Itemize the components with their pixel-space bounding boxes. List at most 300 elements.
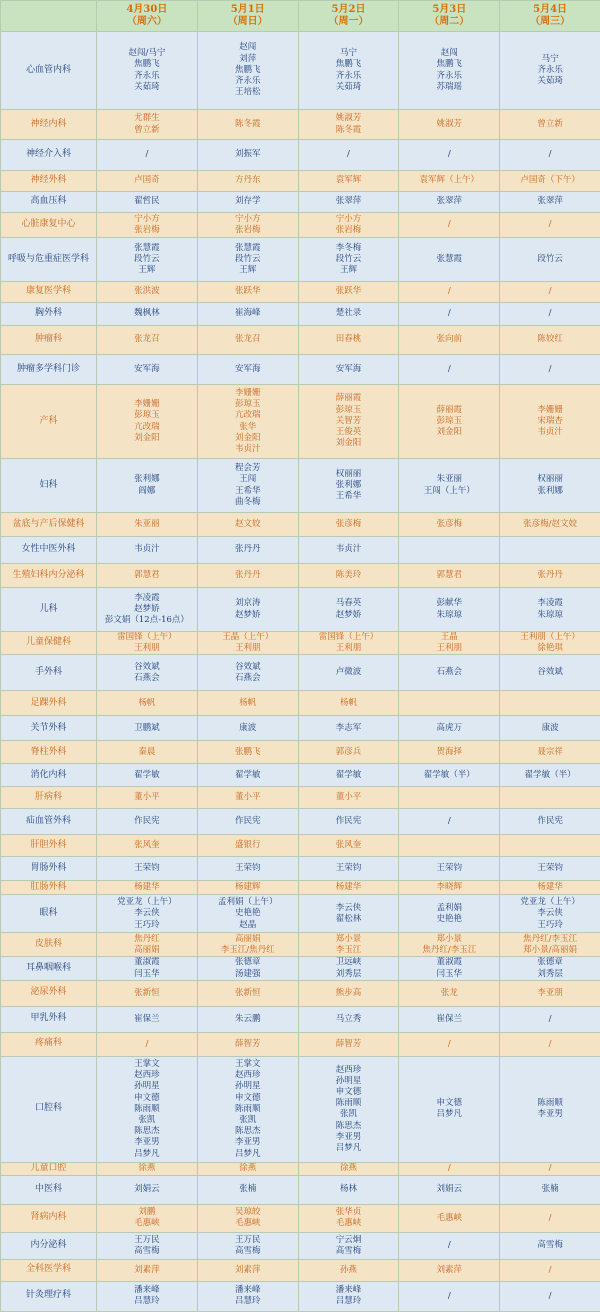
doctor-cell: 方丹东 — [197, 171, 298, 192]
doctor-cell: 申文德 吕梦凡 — [399, 1056, 500, 1162]
doctor-cell: 崔保兰 — [97, 1006, 198, 1032]
department-name: 消化内科 — [1, 764, 97, 787]
doctor-cell: 杨建华 — [500, 881, 600, 895]
department-row — [1, 459, 600, 513]
doctor-cell: 谷效斌 石燕会 — [97, 655, 198, 691]
department-row — [1, 564, 600, 588]
doctor-cell — [500, 691, 600, 716]
doctor-cell: / — [399, 1281, 500, 1311]
department-row — [1, 110, 600, 140]
doctor-cell: / — [399, 140, 500, 171]
doctor-cell: 张向前 — [399, 326, 500, 355]
department-row — [1, 171, 600, 192]
department-name: 脊柱外科 — [1, 741, 97, 764]
department-row — [1, 326, 600, 355]
department-row — [1, 716, 600, 741]
department-name: 甲乳外科 — [1, 1006, 97, 1032]
doctor-cell: 张翠萍 — [500, 192, 600, 213]
doctor-cell: 张风奎 — [298, 835, 399, 857]
doctor-cell: 王晶 王利朋 — [399, 632, 500, 655]
doctor-cell: / — [399, 303, 500, 326]
doctor-cell: 杨帆 — [298, 691, 399, 716]
department-row — [1, 192, 600, 213]
doctor-cell — [500, 537, 600, 564]
doctor-cell: 潘来峰 吕慧玲 — [298, 1281, 399, 1311]
department-row — [1, 282, 600, 303]
department-row — [1, 881, 600, 895]
department-name: 神经内科 — [1, 110, 97, 140]
doctor-cell: 张翠萍 — [298, 192, 399, 213]
department-name: 女性中医外科 — [1, 537, 97, 564]
doctor-cell: 陈美玲 — [298, 564, 399, 588]
doctor-cell: 张跃华 — [298, 282, 399, 303]
doctor-cell: 王万民 高雪梅 — [97, 1232, 198, 1259]
doctor-cell: / — [500, 140, 600, 171]
doctor-cell: 崔保兰 — [399, 1006, 500, 1032]
doctor-cell: 董淑霞 闫玉华 — [97, 957, 198, 980]
doctor-cell: 翟学敏 — [298, 764, 399, 787]
doctor-cell: 李凌霞 赵梦娇 彭文娟（12点-16点） — [97, 588, 198, 632]
doctor-cell: 孟利娟 史艳艳 — [399, 895, 500, 933]
department-row — [1, 835, 600, 857]
department-name: 中医科 — [1, 1175, 97, 1204]
doctor-cell: 刘娟云 — [399, 1175, 500, 1204]
doctor-cell: 作民宪 — [298, 809, 399, 835]
doctor-cell: 王掌文 赵西珍 孙明星 申文德 陈雨顺 张凯 陈思杰 李亚男 吕梦凡 — [97, 1056, 198, 1162]
doctor-cell: / — [399, 213, 500, 238]
header-date: 5月1日 — [198, 4, 298, 17]
header-date: 5月3日 — [399, 4, 499, 17]
doctor-cell: 杨建华 — [298, 881, 399, 895]
doctor-cell: 赵闯 刘萍 焦鹏飞 齐永乐 王培松 — [197, 32, 298, 110]
doctor-cell: 杨帆 — [97, 691, 198, 716]
doctor-cell: 李姗姗 宋瑞杏 韦贞汁 — [500, 385, 600, 459]
department-row — [1, 1204, 600, 1232]
doctor-cell — [399, 835, 500, 857]
department-name: 呼吸与危重症医学科 — [1, 238, 97, 282]
doctor-cell: 权丽丽 张利娜 — [500, 459, 600, 513]
doctor-cell — [500, 835, 600, 857]
doctor-cell: / — [298, 140, 399, 171]
header-date-cell — [197, 1, 298, 32]
department-name: 儿童口腔 — [1, 1162, 97, 1175]
department-name: 针灸理疗科 — [1, 1281, 97, 1311]
header-date-cell — [500, 1, 600, 32]
header-weekday: （周一） — [299, 16, 399, 29]
doctor-cell: 薛丽霞 彭琼玉 刘金阳 — [399, 385, 500, 459]
department-name: 肿瘤多学科门诊 — [1, 355, 97, 385]
department-name: 神经外科 — [1, 171, 97, 192]
doctor-cell: 张慧霞 段竹云 王辉 — [197, 238, 298, 282]
department-row — [1, 655, 600, 691]
doctor-cell: 毛惠峡 — [399, 1204, 500, 1232]
department-name: 耳鼻咽喉科 — [1, 957, 97, 980]
doctor-cell: 康波 — [197, 716, 298, 741]
doctor-cell: 刘素萍 — [197, 1259, 298, 1281]
department-row — [1, 513, 600, 537]
department-row — [1, 32, 600, 110]
doctor-cell: 郑小景 李玉江 — [298, 933, 399, 957]
department-name: 妇科 — [1, 459, 97, 513]
doctor-cell: 姚淑芳 陈冬霞 — [298, 110, 399, 140]
doctor-cell: / — [399, 1232, 500, 1259]
doctor-cell: 袁军辉（上午） — [399, 171, 500, 192]
doctor-cell: 谷效斌 石燕会 — [197, 655, 298, 691]
doctor-cell: / — [399, 1162, 500, 1175]
doctor-cell: / — [500, 1259, 600, 1281]
doctor-cell: 王荣钧 — [298, 857, 399, 881]
doctor-cell: 张新恒 — [97, 980, 198, 1006]
department-name: 生殖妇科内分泌科 — [1, 564, 97, 588]
doctor-cell: 杨林 — [298, 1175, 399, 1204]
doctor-cell: 董小平 — [197, 787, 298, 809]
department-name: 儿童保健科 — [1, 632, 97, 655]
doctor-cell: 张彦梅 — [399, 513, 500, 537]
doctor-cell: 盛银行 — [197, 835, 298, 857]
header-weekday: （周二） — [399, 16, 499, 29]
doctor-cell: 李志军 — [298, 716, 399, 741]
doctor-cell: / — [500, 213, 600, 238]
doctor-cell: / — [399, 355, 500, 385]
doctor-cell: / — [97, 1032, 198, 1056]
doctor-cell: 郑小景 焦丹红/李玉江 — [399, 933, 500, 957]
doctor-cell — [500, 787, 600, 809]
doctor-cell: 王荣钧 — [197, 857, 298, 881]
doctor-cell: 作民宪 — [500, 809, 600, 835]
department-row — [1, 809, 600, 835]
doctor-cell: 王掌文 赵西珍 孙明星 申文德 陈雨顺 张凯 陈思杰 李亚男 吕梦凡 — [197, 1056, 298, 1162]
doctor-cell: 谷效斌 — [500, 655, 600, 691]
doctor-cell: / — [399, 1032, 500, 1056]
doctor-cell: 焦丹红 高丽娟 — [97, 933, 198, 957]
doctor-cell: 李云侠 翟松林 — [298, 895, 399, 933]
doctor-cell: 安军海 — [197, 355, 298, 385]
schedule-body — [1, 32, 600, 1312]
doctor-cell: 张德章 汤建强 — [197, 957, 298, 980]
doctor-cell: 潘来峰 吕慧玲 — [97, 1281, 198, 1311]
doctor-cell: / — [500, 282, 600, 303]
doctor-cell: 赵西珍 孙明星 申文德 陈雨顺 张凯 陈思杰 李亚男 吕梦凡 — [298, 1056, 399, 1162]
department-row — [1, 1056, 600, 1162]
header-weekday: （周三） — [500, 16, 600, 29]
doctor-cell: 石燕会 — [399, 655, 500, 691]
doctor-cell: 崔海峰 — [197, 303, 298, 326]
department-name: 胸外科 — [1, 303, 97, 326]
doctor-cell: 雷国锋（上午） 王利朋 — [97, 632, 198, 655]
doctor-cell: 陈冬霞 — [197, 110, 298, 140]
doctor-cell: 聂宗祥 — [500, 741, 600, 764]
doctor-cell: 宁云炯 高雪梅 — [298, 1232, 399, 1259]
doctor-cell: 王万民 高雪梅 — [197, 1232, 298, 1259]
doctor-cell: 张华贞 毛惠峡 — [298, 1204, 399, 1232]
doctor-cell: 董小平 — [298, 787, 399, 809]
doctor-cell: 韦贞汁 — [97, 537, 198, 564]
doctor-cell: 孟利娟（上午） 史艳艳 赵晶 — [197, 895, 298, 933]
doctor-cell: 翟哲民 — [97, 192, 198, 213]
department-row — [1, 1032, 600, 1056]
doctor-cell: 张风奎 — [97, 835, 198, 857]
doctor-cell: 翟学敏 — [197, 764, 298, 787]
department-name: 泌尿外科 — [1, 980, 97, 1006]
department-row — [1, 238, 600, 282]
department-row — [1, 588, 600, 632]
doctor-cell: 张丹丹 — [197, 537, 298, 564]
department-name: 肛肠外科 — [1, 881, 97, 895]
department-row — [1, 1259, 600, 1281]
doctor-cell: 徐燕 — [197, 1162, 298, 1175]
department-row — [1, 385, 600, 459]
doctor-cell: 徐燕 — [97, 1162, 198, 1175]
header-weekday: （周日） — [198, 16, 298, 29]
doctor-cell: 姚淑芳 — [399, 110, 500, 140]
doctor-cell: / — [399, 809, 500, 835]
doctor-cell: 朱云鹏 — [197, 1006, 298, 1032]
doctor-cell: 高虎万 — [399, 716, 500, 741]
department-name: 全科医学科 — [1, 1259, 97, 1281]
department-row — [1, 1232, 600, 1259]
doctor-cell: 雷国锋（上午） 王利朋 — [298, 632, 399, 655]
doctor-cell: 张利娜 阎娜 — [97, 459, 198, 513]
doctor-cell: 李晓辉 — [399, 881, 500, 895]
doctor-cell: 马立秀 — [298, 1006, 399, 1032]
doctor-cell: 秦晨 — [97, 741, 198, 764]
doctor-cell: 刘京涛 赵梦娇 — [197, 588, 298, 632]
doctor-cell: 曾立新 — [500, 110, 600, 140]
doctor-cell: 陈姣红 — [500, 326, 600, 355]
doctor-cell: 张丹丹 — [500, 564, 600, 588]
doctor-cell: 卫鹏斌 — [97, 716, 198, 741]
department-name: 足踝外科 — [1, 691, 97, 716]
doctor-cell: 杨建华 — [97, 881, 198, 895]
doctor-cell: 高雪梅 — [500, 1232, 600, 1259]
header-row — [1, 1, 600, 32]
doctor-cell: 张跃华 — [197, 282, 298, 303]
department-row — [1, 764, 600, 787]
doctor-cell: / — [500, 1006, 600, 1032]
doctor-cell: 孙燕 — [298, 1259, 399, 1281]
doctor-cell: 焦丹红/李玉江 郑小景/高丽娟 — [500, 933, 600, 957]
doctor-cell: 马宁 焦鹏飞 齐永乐 关茹琦 — [298, 32, 399, 110]
header-date-cell — [298, 1, 399, 32]
doctor-cell: / — [500, 1281, 600, 1311]
department-name: 肝胆外科 — [1, 835, 97, 857]
doctor-cell: 郭彦兵 — [298, 741, 399, 764]
doctor-cell: 翟学敏（半） — [399, 764, 500, 787]
department-row — [1, 303, 600, 326]
doctor-cell: 贺海择 — [399, 741, 500, 764]
doctor-cell: 吴琼皎 毛惠峡 — [197, 1204, 298, 1232]
department-name: 儿科 — [1, 588, 97, 632]
department-row — [1, 632, 600, 655]
department-name: 神经介入科 — [1, 140, 97, 171]
department-name: 疝血管外科 — [1, 809, 97, 835]
header-date: 4月30日 — [97, 4, 197, 17]
doctor-cell: 王荣钧 — [97, 857, 198, 881]
doctor-cell: 李亚朋 — [500, 980, 600, 1006]
department-row — [1, 980, 600, 1006]
doctor-cell: 卢国奇 — [97, 171, 198, 192]
doctor-cell: / — [500, 303, 600, 326]
department-row — [1, 140, 600, 171]
doctor-cell: 李冬梅 段竹云 王辉 — [298, 238, 399, 282]
doctor-cell: 刘存学 — [197, 192, 298, 213]
doctor-cell: 翟学敏 — [97, 764, 198, 787]
department-name: 肝病科 — [1, 787, 97, 809]
header-weekday: （周六） — [97, 16, 197, 29]
doctor-cell: 程会芳 王闯 王希华 曲冬梅 — [197, 459, 298, 513]
doctor-cell: 张鹏飞 — [197, 741, 298, 764]
doctor-cell: 张德章 刘秀层 — [500, 957, 600, 980]
department-row — [1, 895, 600, 933]
doctor-cell: 赵闯/马宁 焦鹏飞 齐永乐 关茹琦 — [97, 32, 198, 110]
header-date: 5月2日 — [299, 4, 399, 17]
doctor-cell: / — [399, 282, 500, 303]
department-name: 皮肤科 — [1, 933, 97, 957]
doctor-cell: 刘娟云 — [97, 1175, 198, 1204]
department-row — [1, 957, 600, 980]
header-date: 5月4日 — [500, 4, 600, 17]
doctor-cell: 尤群生 曾立新 — [97, 110, 198, 140]
doctor-cell: / — [500, 1032, 600, 1056]
doctor-cell: 张龙 — [399, 980, 500, 1006]
doctor-cell: 赵文姣 — [197, 513, 298, 537]
doctor-cell: 薛丽霞 彭琼玉 关智芳 王俊英 刘金阳 — [298, 385, 399, 459]
department-name: 手外科 — [1, 655, 97, 691]
doctor-cell: 李姗姗 彭琼玉 亢改瑞 张华 刘金阳 韦贞汁 — [197, 385, 298, 459]
doctor-cell: 徐燕 — [298, 1162, 399, 1175]
doctor-cell: 刘鹏 毛惠峡 — [97, 1204, 198, 1232]
doctor-cell: 韦贞汁 — [298, 537, 399, 564]
doctor-cell: 刘素萍 — [399, 1259, 500, 1281]
doctor-cell: 党亚龙（上午） 李云侠 王巧玲 — [97, 895, 198, 933]
doctor-cell: 赵闯 焦鹏飞 齐永乐 苏瑞瑶 — [399, 32, 500, 110]
department-row — [1, 355, 600, 385]
department-name: 疼痛科 — [1, 1032, 97, 1056]
doctor-cell: 王晶（上午） 王利朋 — [197, 632, 298, 655]
doctor-cell: 张彦梅 — [298, 513, 399, 537]
doctor-cell: / — [500, 1162, 600, 1175]
doctor-cell: 宁小方 张岩梅 — [298, 213, 399, 238]
doctor-cell: 安军海 — [97, 355, 198, 385]
department-row — [1, 537, 600, 564]
doctor-cell: 张楠 — [500, 1175, 600, 1204]
department-name: 高血压科 — [1, 192, 97, 213]
doctor-cell: 安军海 — [298, 355, 399, 385]
doctor-cell: 魏枫林 — [97, 303, 198, 326]
department-name: 盆底与产后保健科 — [1, 513, 97, 537]
doctor-cell: 高丽娟 李玉江/焦丹红 — [197, 933, 298, 957]
doctor-cell: 卫远峡 刘秀层 — [298, 957, 399, 980]
doctor-cell: 张龙召 — [97, 326, 198, 355]
doctor-cell: 薛智芳 — [197, 1032, 298, 1056]
department-row — [1, 691, 600, 716]
doctor-cell: 陈雨顺 李亚男 — [500, 1056, 600, 1162]
doctor-cell: 田春桃 — [298, 326, 399, 355]
doctor-cell: 王利朋（上午） 徐艳琪 — [500, 632, 600, 655]
doctor-cell: 张彦梅/赵文姣 — [500, 513, 600, 537]
doctor-cell: 马宁 齐永乐 关茹琦 — [500, 32, 600, 110]
department-name: 肾病内科 — [1, 1204, 97, 1232]
doctor-cell — [399, 537, 500, 564]
doctor-cell: 潘来峰 吕慧玲 — [197, 1281, 298, 1311]
doctor-cell: 朱亚丽 — [97, 513, 198, 537]
doctor-cell: 作民宪 — [197, 809, 298, 835]
doctor-cell: 郭慧君 — [97, 564, 198, 588]
department-name: 肿瘤科 — [1, 326, 97, 355]
doctor-cell: 郭慧君 — [399, 564, 500, 588]
doctor-cell: 卢国奇（下午） — [500, 171, 600, 192]
department-name: 心脏康复中心 — [1, 213, 97, 238]
department-row — [1, 1162, 600, 1175]
header-corner-cell — [1, 1, 97, 32]
doctor-cell: 张慧霞 段竹云 王辉 — [97, 238, 198, 282]
department-row — [1, 787, 600, 809]
doctor-cell: 朱亚丽 王闯（上午） — [399, 459, 500, 513]
doctor-cell: 王荣钧 — [399, 857, 500, 881]
department-row — [1, 1281, 600, 1311]
department-row — [1, 741, 600, 764]
header-date-cell — [97, 1, 198, 32]
doctor-cell: 张翠萍 — [399, 192, 500, 213]
department-row — [1, 933, 600, 957]
doctor-cell: 康波 — [500, 716, 600, 741]
header-date-cell — [399, 1, 500, 32]
doctor-cell: 杨帆 — [197, 691, 298, 716]
department-row — [1, 857, 600, 881]
doctor-cell: 杨建辉 — [197, 881, 298, 895]
department-name: 心血管内科 — [1, 32, 97, 110]
doctor-cell: 董小平 — [97, 787, 198, 809]
doctor-cell: 段竹云 — [500, 238, 600, 282]
doctor-cell: 张慧霞 — [399, 238, 500, 282]
doctor-cell — [399, 787, 500, 809]
doctor-cell: 卢微波 — [298, 655, 399, 691]
doctor-cell: 党亚龙（上午） 李云侠 王巧玲 — [500, 895, 600, 933]
doctor-cell: 翟学敏（半） — [500, 764, 600, 787]
doctor-cell: 张洪波 — [97, 282, 198, 303]
doctor-cell: 薛智芳 — [298, 1032, 399, 1056]
doctor-cell: 作民宪 — [97, 809, 198, 835]
department-name: 口腔科 — [1, 1056, 97, 1162]
doctor-cell: 彭献华 朱琼琼 — [399, 588, 500, 632]
doctor-cell: 张龙召 — [197, 326, 298, 355]
doctor-cell: 楚社录 — [298, 303, 399, 326]
department-row — [1, 213, 600, 238]
department-name: 产科 — [1, 385, 97, 459]
doctor-cell: 刘振军 — [197, 140, 298, 171]
department-name: 内分泌科 — [1, 1232, 97, 1259]
doctor-cell: 张新恒 — [197, 980, 298, 1006]
doctor-cell: 宁小方 张岩梅 — [97, 213, 198, 238]
department-name: 眼科 — [1, 895, 97, 933]
doctor-cell: 张楠 — [197, 1175, 298, 1204]
department-name: 胃肠外科 — [1, 857, 97, 881]
doctor-cell: 李凌霞 朱琼琼 — [500, 588, 600, 632]
doctor-cell: 宁小方 张岩梅 — [197, 213, 298, 238]
doctor-cell: 权丽丽 张利娜 王希华 — [298, 459, 399, 513]
doctor-cell: 熊步高 — [298, 980, 399, 1006]
doctor-cell: 王荣钧 — [500, 857, 600, 881]
department-name: 康复医学科 — [1, 282, 97, 303]
department-name: 关节外科 — [1, 716, 97, 741]
doctor-cell: / — [500, 355, 600, 385]
department-row — [1, 1175, 600, 1204]
doctor-cell — [399, 691, 500, 716]
doctor-cell: 马春英 赵梦娇 — [298, 588, 399, 632]
doctor-cell: / — [97, 140, 198, 171]
doctor-cell: 李姗姗 彭琼玉 亢改瑞 刘金阳 — [97, 385, 198, 459]
doctor-cell: 张丹丹 — [197, 564, 298, 588]
